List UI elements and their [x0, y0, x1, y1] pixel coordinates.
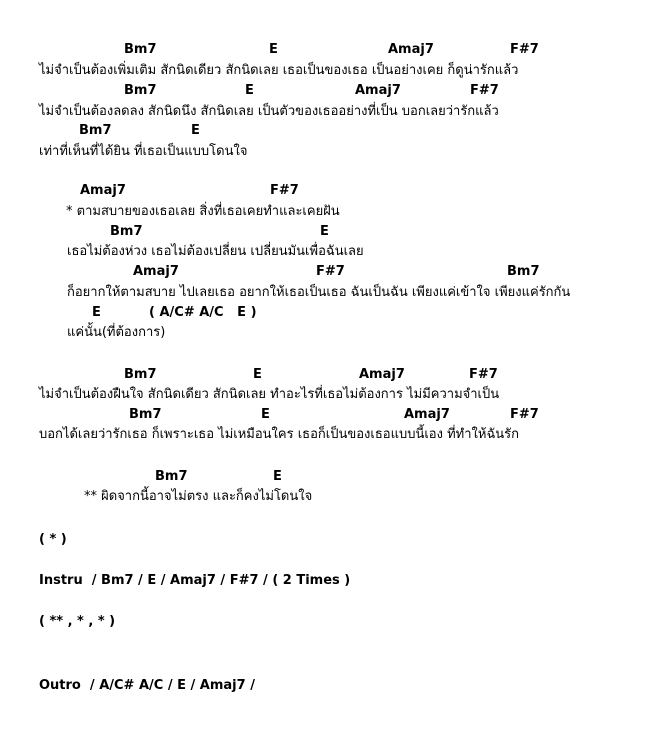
lyric-line: * ตามสบายของเธอเลย สิ่งที่เธอเคยทำและเคยฝัน	[66, 204, 340, 219]
lyric-line: ** ผิดจากนี้อาจไม่ตรง และก็คงไม่โดนใจ	[84, 489, 313, 504]
lyric-line: ไม่จำเป็นต้องเพิ่มเติม สักนิดเดียว สักนิดเลย เธอเป็นของเธอ เป็นอย่างเคย ก็ดูน่ารักแล้ว	[39, 63, 519, 78]
repeat-marker: ( * )	[39, 532, 67, 547]
lyric-line: ไม่จำเป็นต้องฝืนใจ สักนิดเดียว สักนิดเลย ทำอะไรที่เธอไม่ต้องการ ไม่มีความจำเป็น	[39, 387, 500, 402]
lyric-line: เท่าที่เห็นที่ได้ยิน ที่เธอเป็นแบบโดนใจ	[39, 144, 248, 159]
lyric-line: ไม่จำเป็นต้องลดลง สักนิดนึง สักนิดเลย เป็นตัวของเธออย่างที่เป็น บอกเลยว่ารักแล้ว	[39, 104, 499, 119]
chord: F#7	[270, 183, 299, 198]
chord: Amaj7	[133, 264, 179, 279]
chord: Bm7	[129, 407, 162, 422]
chord: E	[320, 224, 329, 239]
chord: Bm7	[124, 367, 157, 382]
chord: Bm7	[124, 83, 157, 98]
chord: Amaj7	[80, 183, 126, 198]
chord: ( A/C# A/C E )	[149, 305, 257, 320]
chord: E	[92, 305, 101, 320]
lyric-line: ก็อยากให้ตามสบาย ไปเลยเธอ อยากให้เธอเป็นเธอ ฉันเป็นฉัน เพียงแค่เข้าใจ เพียงแค่รักกัน	[67, 285, 571, 300]
chord: Bm7	[507, 264, 540, 279]
chord: Amaj7	[355, 83, 401, 98]
instru-line: Instru / Bm7 / E / Amaj7 / F#7 / ( 2 Times )	[39, 573, 351, 588]
chord: E	[245, 83, 254, 98]
chord: Amaj7	[388, 42, 434, 57]
chord: Bm7	[155, 469, 188, 484]
repeat-marker: ( ** , * , * )	[39, 614, 116, 629]
lyric-line: เธอไม่ต้องห่วง เธอไม่ต้องเปลี่ยน เปลี่ยนมันเพื่อฉันเลย	[67, 244, 364, 259]
chord: Amaj7	[359, 367, 405, 382]
chord: F#7	[469, 367, 498, 382]
chord: E	[273, 469, 282, 484]
chord: E	[191, 123, 200, 138]
outro-line: Outro / A/C# A/C / E / Amaj7 /	[39, 678, 255, 693]
chord: E	[253, 367, 262, 382]
chord: F#7	[510, 407, 539, 422]
chord: F#7	[316, 264, 345, 279]
chord: E	[261, 407, 270, 422]
chord: Bm7	[124, 42, 157, 57]
chord: Bm7	[79, 123, 112, 138]
chord: F#7	[510, 42, 539, 57]
chord: Bm7	[110, 224, 143, 239]
lyric-line: แค่นั้น(ที่ต้องการ)	[67, 325, 166, 340]
chord: Amaj7	[404, 407, 450, 422]
chord: E	[269, 42, 278, 57]
lyric-line: บอกได้เลยว่ารักเธอ ก็เพราะเธอ ไม่เหมือนใคร เธอก็เป็นของเธอแบบนี้เอง ที่ทำให้ฉันรัก	[39, 427, 520, 442]
chord: F#7	[470, 83, 499, 98]
